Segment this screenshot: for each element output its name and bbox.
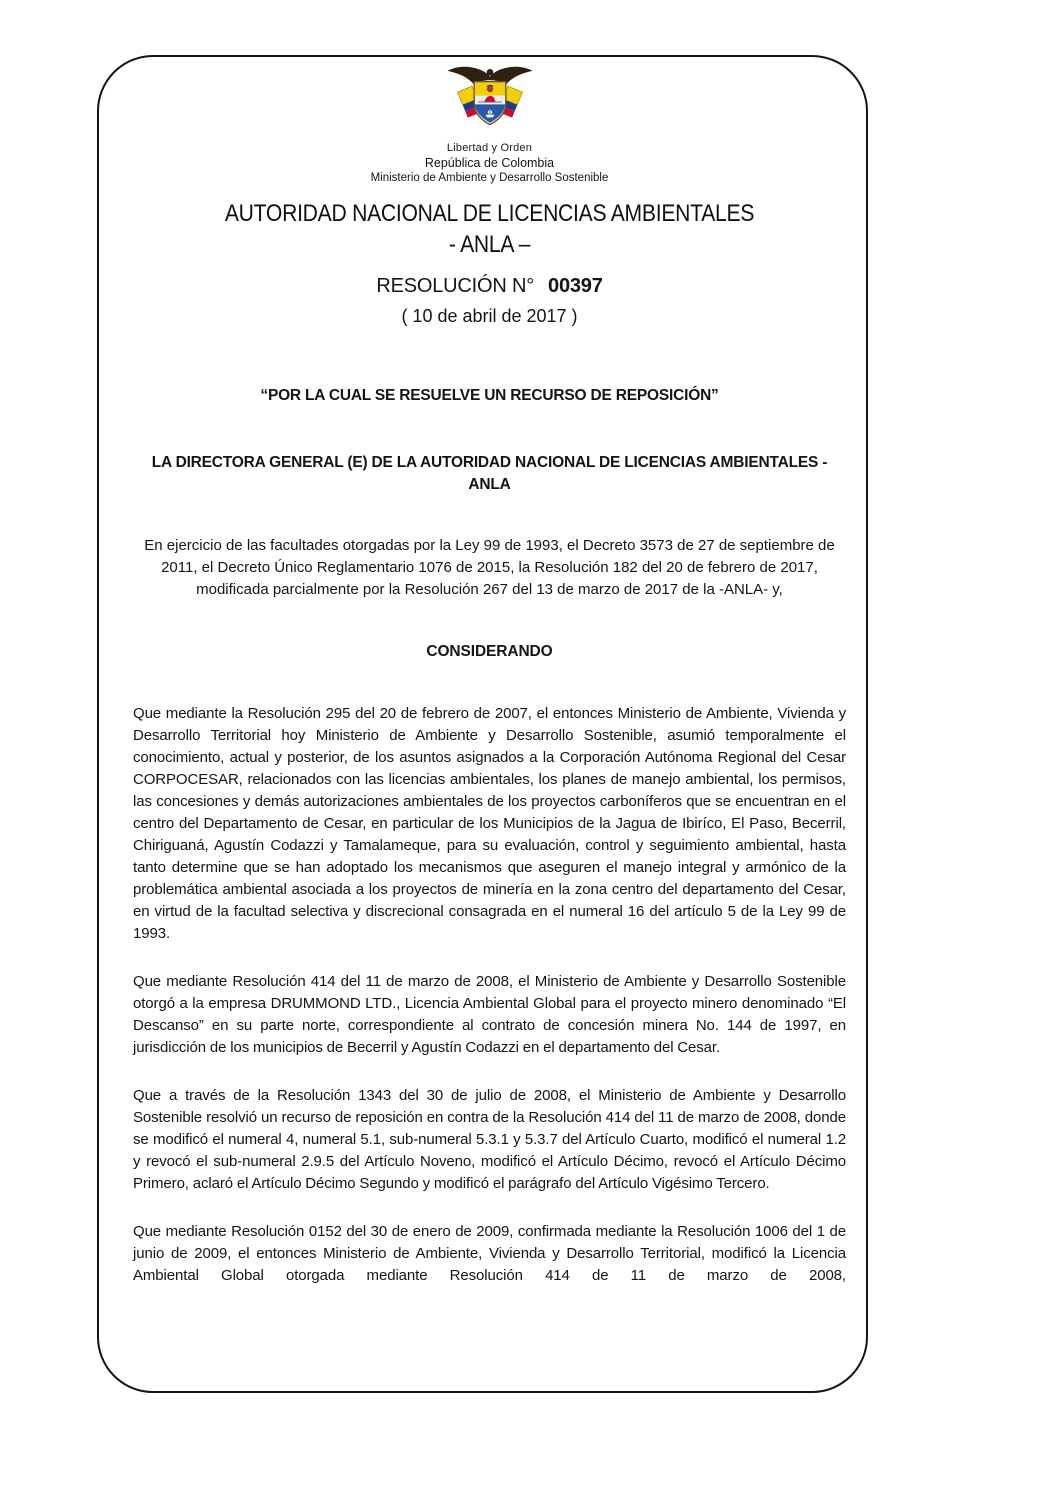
resolution-line xyxy=(133,275,846,298)
resolution-label: RESOLUCIÓN N° xyxy=(376,275,535,297)
authority-title xyxy=(176,198,803,260)
resolution-number: 00397 xyxy=(548,275,603,297)
resolution-date: ( 10 de abril de 2017 ) xyxy=(401,306,578,326)
issuer-heading: LA DIRECTORA GENERAL (E) DE LA AUTORIDAD NACIONAL DE LICENCIAS AMBIENTALES - ANLA xyxy=(151,454,828,493)
document-page xyxy=(97,55,868,1393)
considerando-paragraph: Que a través de la Resolución 1343 del 30 de julio de 2008, el Ministerio de Ambiente y Desarrollo Sostenible resolvió un recurso de reposición en contra de la Resolución 414 del 11 de marzo de 2008, donde se modificó el numeral 4, numeral 5.1, sub-numeral 5.3.1 y 5.3.7 del Artículo Cuarto, modificó el numeral 1.2 y revocó el sub-numeral 2.9.5 del Artículo Noveno, modificó el Artículo Décimo, revocó el Artículo Décimo Primero, aclaró el Artículo Décimo Segundo y modificó el parágrafo del Artículo Vigésimo Tercero. xyxy=(133,1087,846,1192)
subject-line: “POR LA CUAL SE RESUELVE UN RECURSO DE REPOSICIÓN” xyxy=(260,387,719,404)
preamble: En ejercicio de las facultades otorgadas por la Ley 99 de 1993, el Decreto 3573 de 27 de septiembre de 2011, el Decreto Único Reglamentario 1076 de 2015, la Resolución 182 del 20 de febrero de 2017, modificada parcialmente por la Resolución 267 del 13 de marzo de 2017 de la -ANLA- y, xyxy=(144,537,835,598)
crest-motto: Libertad y Orden xyxy=(446,142,533,154)
country-name: República de Colombia xyxy=(424,156,555,170)
authority-acronym: - ANLA – xyxy=(448,231,531,258)
considerando-paragraph: Que mediante Resolución 414 del 11 de marzo de 2008, el Ministerio de Ambiente y Desarrollo Sostenible otorgó a la empresa DRUMMOND LTD., Licencia Ambiental Global para el proyecto minero denominado “El Descanso” en su parte norte, correspondiente al contrato de concesión minera No. 144 de 1997, en jurisdicción de los municipios de Becerril y Agustín Codazzi en el departamento del Cesar. xyxy=(133,973,846,1056)
document-body xyxy=(133,703,846,1287)
considerando-paragraph: Que mediante Resolución 0152 del 30 de enero de 2009, confirmada mediante la Resolución 1006 del 1 de junio de 2009, el entonces Ministerio de Ambiente, Vivienda y Desarrollo Territorial, modificó la Licencia Ambiental Global otorgada mediante Resolución 414 de 11 de marzo de 2008, xyxy=(133,1223,846,1284)
colombia-crest-icon xyxy=(440,63,540,136)
considerando-paragraph: Que mediante la Resolución 295 del 20 de febrero de 2007, el entonces Ministerio de Ambiente, Vivienda y Desarrollo Territorial hoy Ministerio de Ambiente y Desarrollo Sostenible, asumió temporalmente el conocimiento, actual y posterior, de los asuntos asignados a la Corporación Autónoma Regional del Cesar CORPOCESAR, relacionados con las licencias ambientales, los planes de manejo ambiental, los permisos, las concesiones y demás autorizaciones ambientales de los proyectos carboníferos que se encuentran en el centro del Departamento de Cesar, en particular de los Municipios de la Jagua de Ibiríco, El Paso, Becerril, Chiriguaná, Agustín Codazzi y Tamalameque, para su evaluación, control y seguimiento ambiental, hasta tanto determine que se han adoptado los mecanismos que aseguren el manejo integral y armónico de la problemática ambiental asociada a los proyectos de minería en la zona centro del departamento del Cesar, en virtud de la facultad selectiva y discrecional consagrada en el numeral 16 del artículo 5 de la Ley 99 de 1993. xyxy=(133,705,846,942)
ministry-name: Ministerio de Ambiente y Desarrollo Sostenible xyxy=(370,172,609,184)
coat-of-arms xyxy=(440,63,540,141)
considerando-heading: CONSIDERANDO xyxy=(426,643,553,660)
authority-title-line: AUTORIDAD NACIONAL DE LICENCIAS AMBIENTALES xyxy=(224,200,755,227)
